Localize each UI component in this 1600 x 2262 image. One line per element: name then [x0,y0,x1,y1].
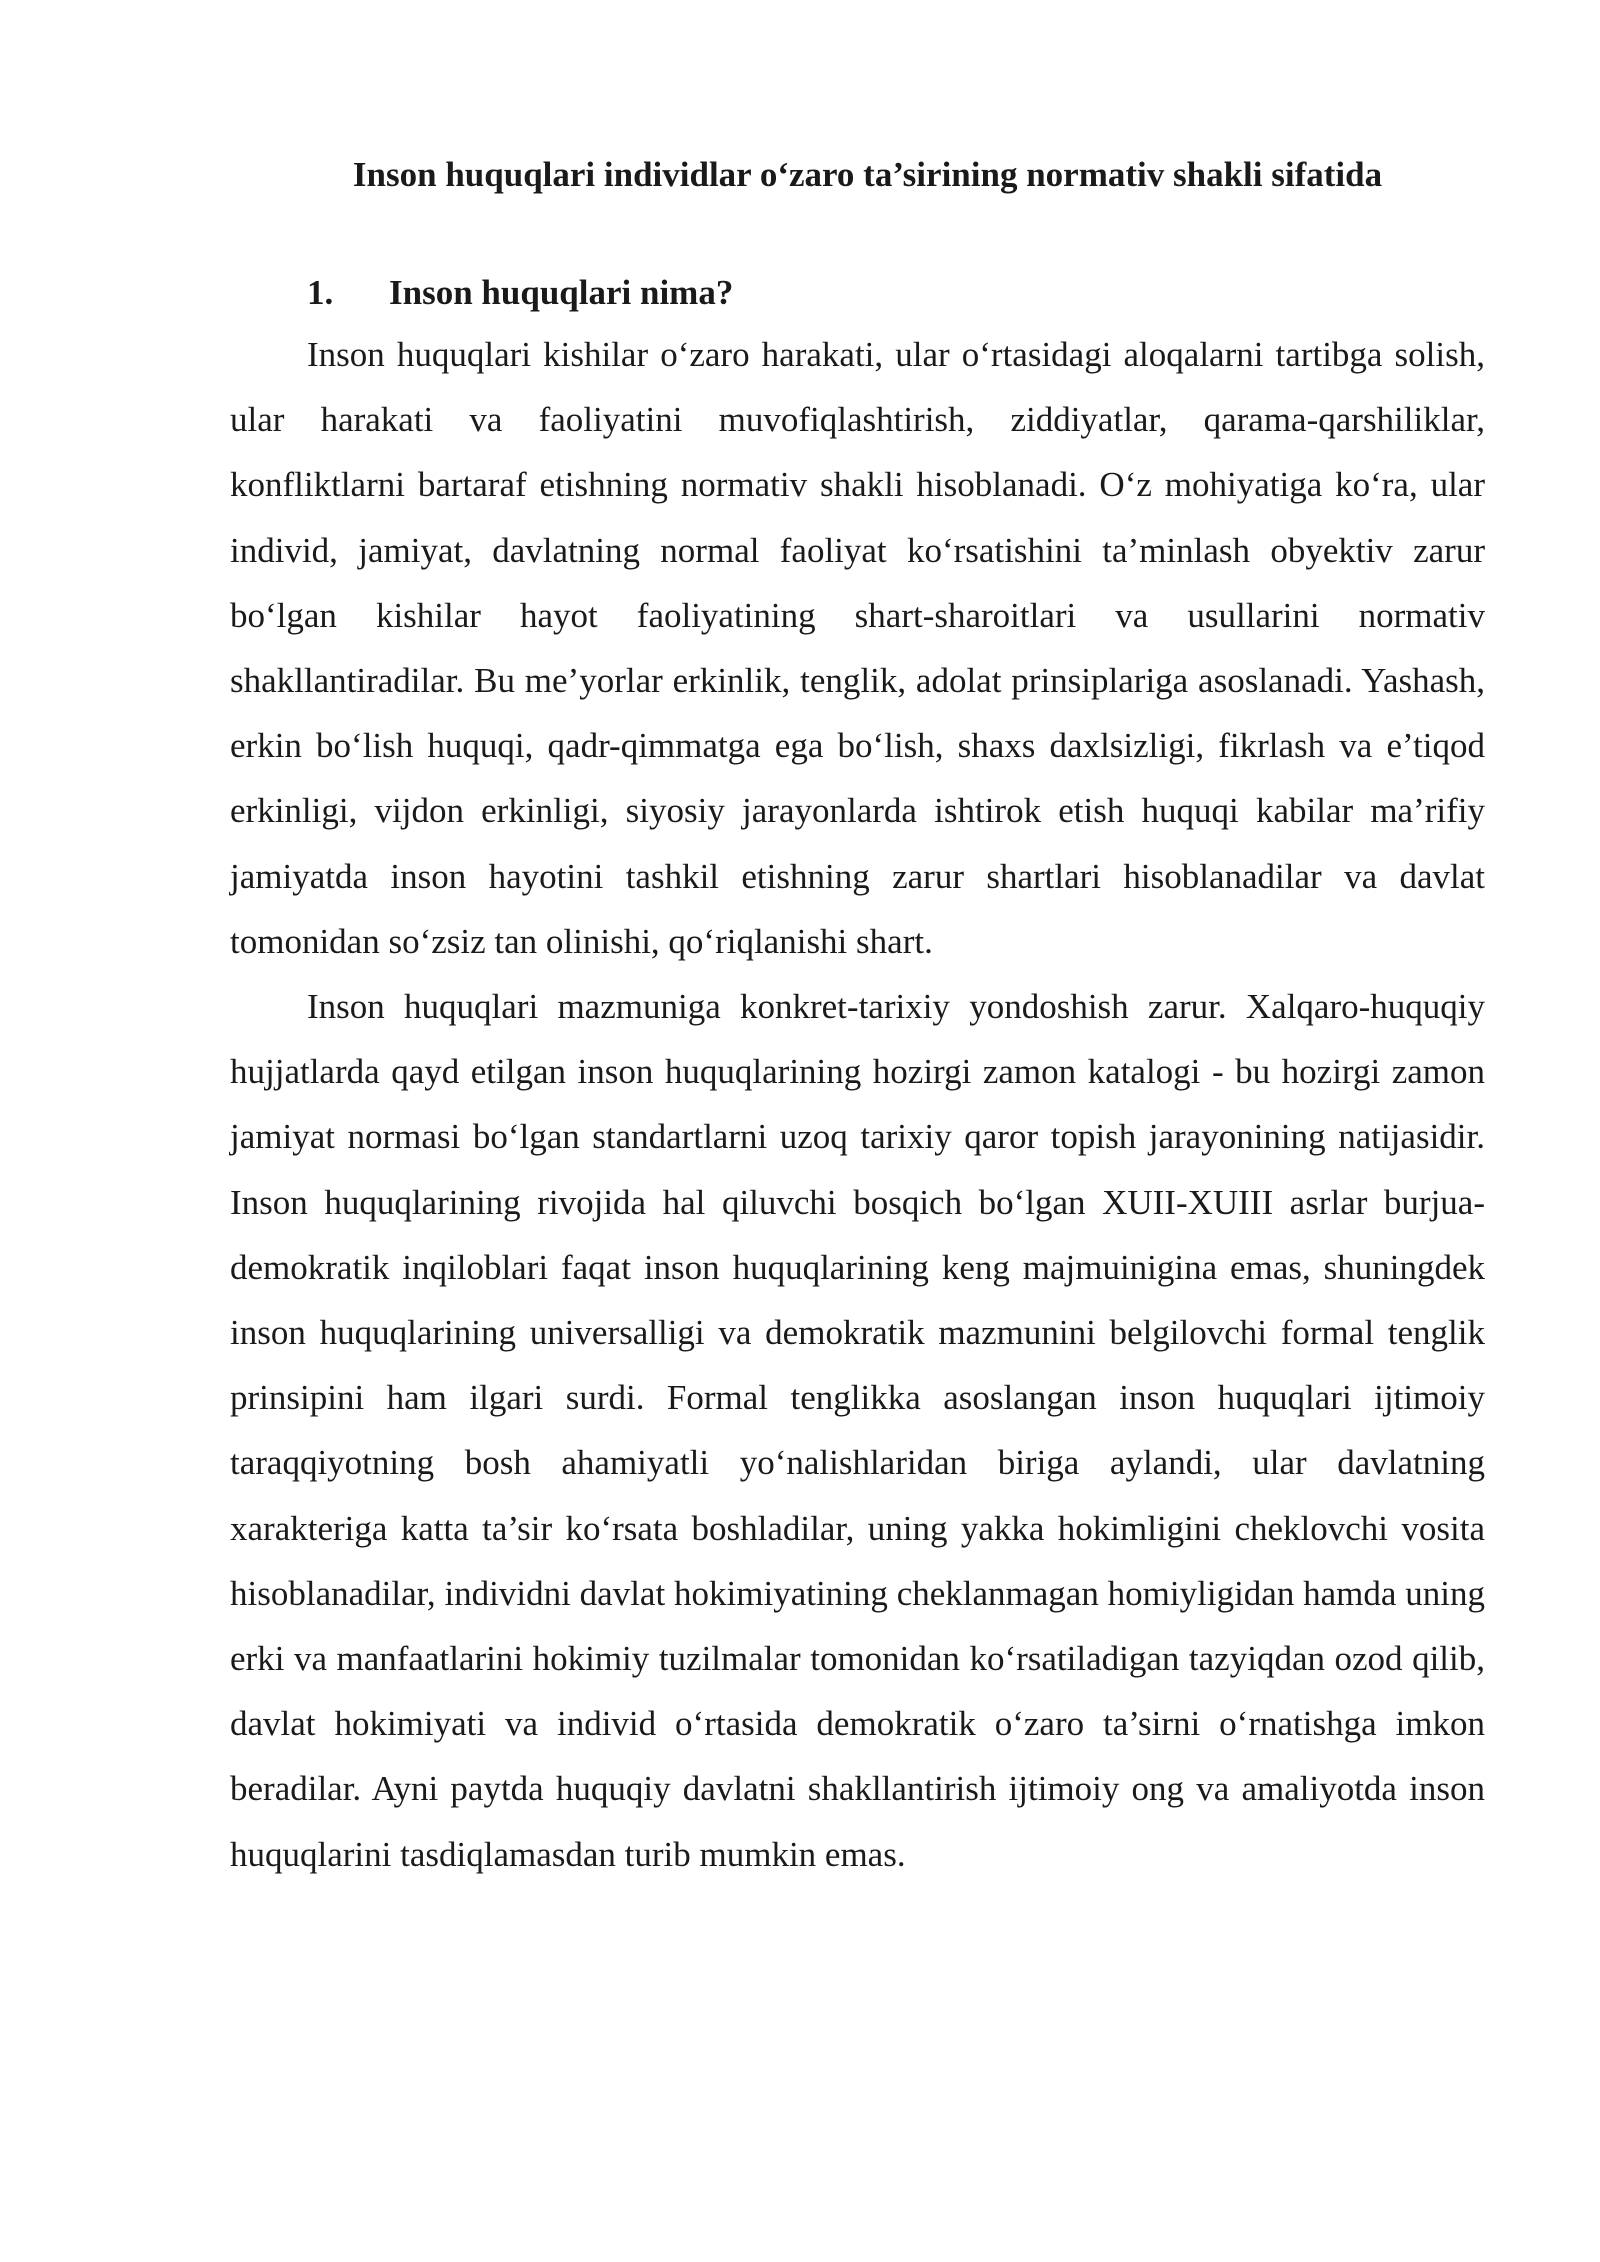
body-paragraph-1: Inson huquqlari kishilar o‘zaro harakati, ular o‘rtasidagi aloqalarni tartibga solish, ular harakati va faoliyatini muvofiqlashtirish, ziddiyatlar, qarama-qarshiliklar, konfliktlarni bartaraf etishning normativ shakli hisoblanadi. O‘z mohiyatiga ko‘ra, ular individ, jamiyat, davlatning normal faoliyat ko‘rsatishini ta’minlash obyektiv zarur bo‘lgan kishilar hayot faoliyatining shart-sharoitlari va usullarini normativ shakllantiradilar. Bu me’yorlar erkinlik, tenglik, adolat prinsiplariga asoslanadi. Yashash, erkin bo‘lish huquqi, qadr-qimmatga ega bo‘lish, shaxs daxlsizligi, fikrlash va e’tiqod erkinligi, vijdon erkinligi, siyosiy jarayonlarda ishtirok etish huquqi kabilar ma’rifiy jamiyatda inson hayotini tashkil etishning zarur shartlari hisoblanadilar va davlat tomonidan so‘zsiz tan olinishi, qo‘riqlanishi shart. [230,335,1485,961]
section-number: 1. [307,273,334,312]
body-paragraph-2: Inson huquqlari mazmuniga konkret-tarixiy yondoshish zarur. Xalqaro-huquqiy hujjatlarda qayd etilgan inson huquqlarining hozirgi zamon katalogi - bu hozirgi zamon jamiyat normasi bo‘lgan standartlarni uzoq tarixiy qaror topish jarayonining natijasidir. Inson huquqlarining rivojida hal qiluvchi bosqich bo‘lgan XUII-XUIII asrlar burjua-demokratik inqiloblari faqat inson huquqlarining keng majmuinigina emas, shuningdek inson huquqlarining universalligi va demokratik mazmunini belgilovchi formal tenglik prinsipini ham ilgari surdi. Formal tenglikka asoslangan inson huquqlari ijtimoiy taraqqiyotning bosh ahamiyatli yo‘nalishlaridan biriga aylandi, ular davlatning xarakteriga katta ta’sir ko‘rsata boshladilar, uning yakka hokimligini cheklovchi vosita hisoblanadilar, individni davlat hokimiyatining cheklanmagan homiyligidan hamda uning erki va manfaatlarini hokimiy tuzilmalar tomonidan ko‘rsatiladigan tazyiqdan ozod qilib, davlat hokimiyati va individ o‘rtasida demokratik o‘zaro ta’sirni o‘rnatishga imkon beradilar. Ayni paytda huquqiy davlatni shakllantirish ijtimoiy ong va amaliyotda inson huquqlarini tasdiqlamasdan turib mumkin emas. [230,987,1485,1874]
section-heading [230,268,1485,318]
section-heading-text: Inson huquqlari nima? [389,273,734,312]
document-page [230,150,1485,1887]
document-title: Inson huquqlari individlar o‘zaro ta’sirining normativ shakli sifatida [352,155,1383,194]
